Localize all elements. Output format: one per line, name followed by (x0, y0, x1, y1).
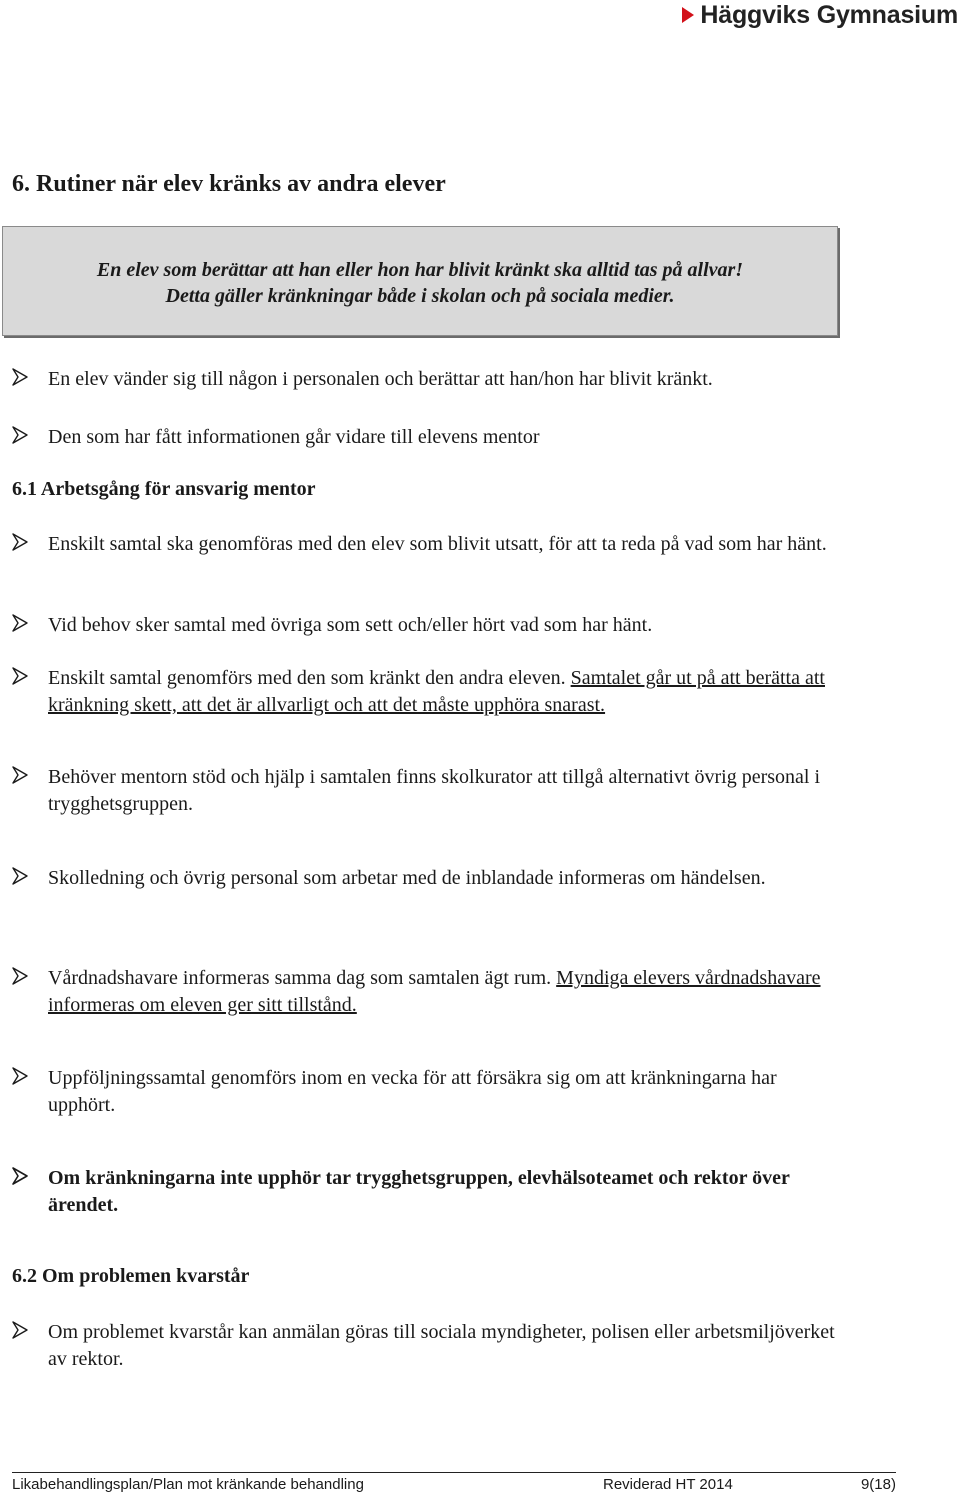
bullet-text: Vid behov sker samtal med övriga som sett och/eller hört vad som har hänt. (48, 614, 653, 636)
bullet-text: Om problemet kvarstår kan anmälan göras till sociala myndigheter, polisen eller arbetsmiljöverket av rektor. (48, 1321, 835, 1370)
footer-divider (12, 1472, 896, 1473)
list-item (12, 612, 842, 639)
footer-document-title: Likabehandlingsplan/Plan mot kränkande behandling (12, 1476, 364, 1493)
bullet-text-plain: Enskilt samtal genomförs med den som kränkt den andra eleven. (48, 667, 571, 689)
arrow-bullet-icon (12, 865, 48, 892)
school-logo (682, 0, 958, 30)
arrow-bullet-icon (12, 1319, 48, 1373)
bullet-text (48, 665, 842, 719)
bullet-text: Om kränkningarna inte upphör tar trygghetsgruppen, elevhälsoteamet och rektor över ärendet. (48, 1167, 790, 1216)
bullet-text-underlined: Myndiga elevers vårdnadshavare informeras om eleven ger sitt tillstånd. (48, 967, 821, 1016)
section-title: 6. Rutiner när elev kränks av andra elever (12, 171, 446, 197)
list-item (12, 665, 842, 719)
logo-text: Häggviks Gymnasium (700, 0, 958, 29)
notice-box (2, 226, 838, 336)
arrow-bullet-icon (12, 612, 48, 639)
arrow-bullet-icon (12, 1065, 48, 1119)
page-footer (12, 1476, 896, 1496)
list-item (12, 965, 842, 1019)
list-item (12, 531, 842, 558)
bullet-text: Skolledning och övrig personal som arbetar med de inblandade informeras om händelsen. (48, 867, 766, 889)
subheading-6-2: 6.2 Om problemen kvarstår (12, 1265, 250, 1287)
list-item (12, 1319, 842, 1373)
arrow-bullet-icon (12, 764, 48, 818)
notice-line-1: En elev som berättar att han eller hon har blivit kränkt ska alltid tas på allvar! (96, 259, 744, 281)
list-item (12, 764, 842, 818)
list-item (12, 1065, 842, 1119)
arrow-bullet-icon (12, 424, 48, 451)
list-item (12, 366, 842, 393)
bullet-text: Den som har fått informationen går vidare till elevens mentor (48, 426, 540, 448)
bullet-text-underlined: Samtalet går ut på att berätta att kränkning skett, att det är allvarligt och att det måste upphöra snarast. (48, 667, 825, 716)
arrow-bullet-icon (12, 965, 48, 1019)
bullet-text: En elev vänder sig till någon i personalen och berättar att han/hon har blivit kränkt. (48, 368, 713, 390)
list-item (12, 424, 842, 451)
notice-line-2: Detta gäller kränkningar både i skolan och på sociala medier. (165, 285, 675, 307)
subheading-6-1: 6.1 Arbetsgång för ansvarig mentor (12, 478, 316, 500)
list-item (12, 865, 842, 892)
bullet-text: Uppföljningssamtal genomförs inom en vecka för att försäkra sig om att kränkningarna har upphört. (48, 1067, 777, 1116)
footer-page-number: 9(18) (860, 1476, 896, 1493)
arrow-bullet-icon (12, 366, 48, 393)
arrow-bullet-icon (12, 665, 48, 719)
list-item (12, 1165, 842, 1219)
footer-revision: Reviderad HT 2014 (603, 1476, 733, 1493)
bullet-text: Behöver mentorn stöd och hjälp i samtalen finns skolkurator att tillgå alternativt övrig personal i trygghetsgruppen. (48, 766, 821, 815)
bullet-text-plain: Vårdnadshavare informeras samma dag som samtalen ägt rum. (48, 967, 557, 989)
logo-arrow-icon (682, 7, 694, 23)
bullet-text (48, 965, 842, 1019)
arrow-bullet-icon (12, 531, 48, 558)
arrow-bullet-icon (12, 1165, 48, 1219)
bullet-text: Enskilt samtal ska genomföras med den elev som blivit utsatt, för att ta reda på vad som har hänt. (48, 533, 827, 555)
